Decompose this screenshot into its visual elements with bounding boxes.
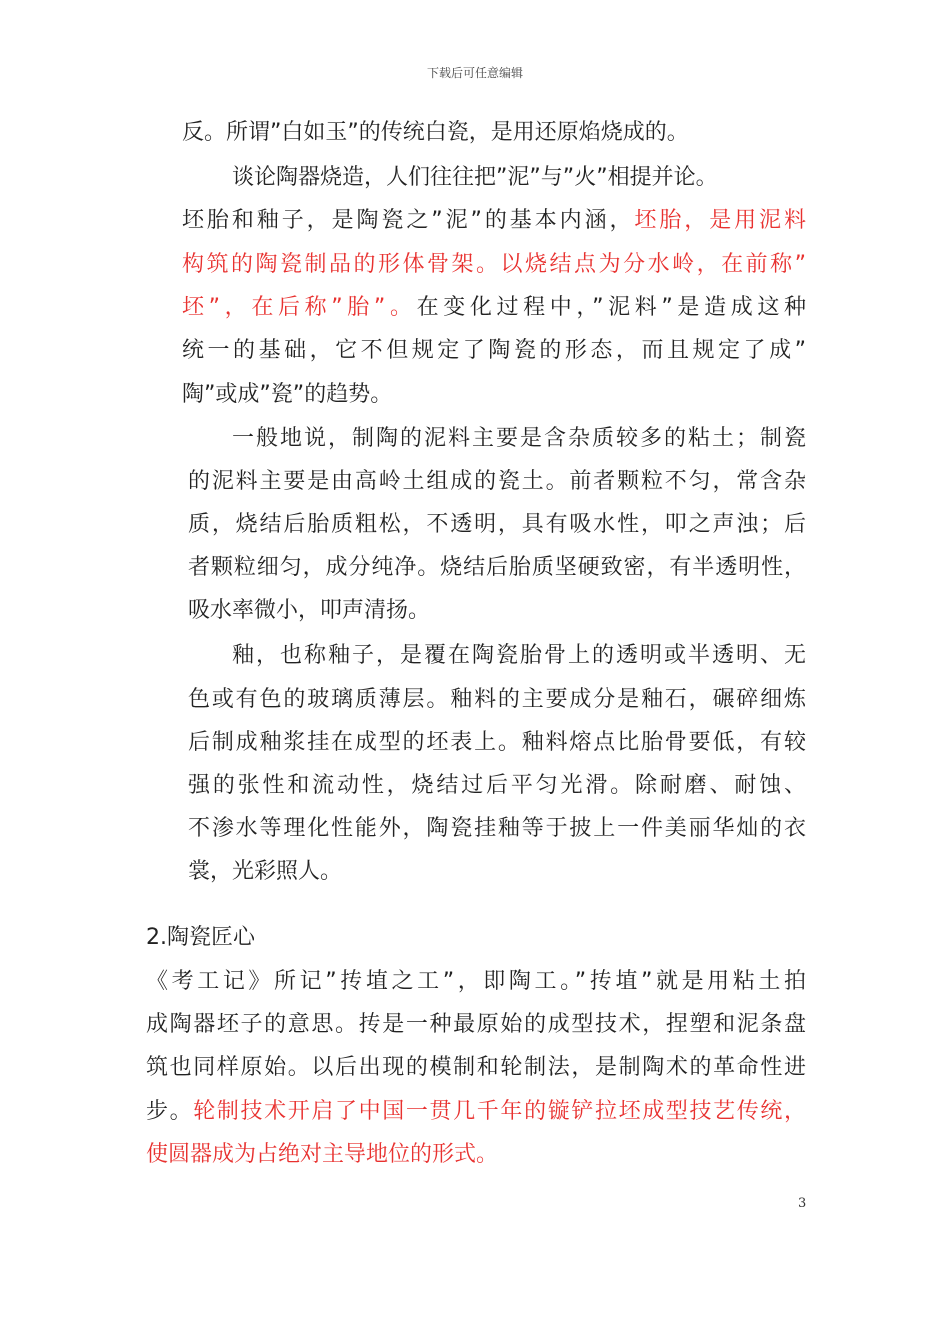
- text-line: [182, 336, 806, 366]
- text-segment: 《考工记》所记”抟埴之工”，即陶工。”抟埴”就是用粘土拍: [146, 969, 806, 994]
- text-segment: 釉，也称釉子，是覆在陶瓷胎骨上的透明或半透明、无: [232, 643, 806, 668]
- text-segment: 统一的基础，它不但规定了陶瓷的形态，而且规定了成”: [182, 338, 806, 363]
- text-line: [182, 250, 806, 280]
- text-line: [146, 923, 255, 953]
- page-number: 3: [798, 1196, 807, 1211]
- highlighted-text: 构筑的陶瓷制品的形体骨架。以烧结点为分水岭，在前称”: [182, 252, 806, 277]
- text-segment: 者颗粒细匀，成分纯净。烧结后胎质坚硬致密，有半透明性，: [188, 555, 806, 580]
- text-segment: 吸水率微小，叩声清扬。: [188, 598, 431, 623]
- page-header: 下载后可任意编辑: [426, 66, 523, 80]
- text-line: [146, 1053, 806, 1083]
- text-segment: 反。所谓”白如玉”的传统白瓷，是用还原焰烧成的。: [182, 120, 689, 145]
- text-line: [182, 380, 392, 410]
- text-line: [146, 1097, 806, 1127]
- text-line: [232, 641, 806, 671]
- text-segment: 质，烧结后胎质粗松，不透明，具有吸水性，叩之声浊；后: [188, 512, 806, 537]
- text-segment: 步。: [146, 1099, 194, 1124]
- text-line: [232, 424, 806, 454]
- text-line: [188, 553, 806, 583]
- text-line: [188, 685, 806, 715]
- highlighted-text: 使圆器成为占绝对主导地位的形式。: [146, 1142, 499, 1167]
- text-segment: 色或有色的玻璃质薄层。釉料的主要成分是釉石，碾碎细炼: [188, 687, 806, 712]
- text-segment: 在变化过程中，”泥料”是造成这种: [416, 295, 806, 320]
- highlighted-text: 坯”，在后称”胎”。: [182, 295, 417, 320]
- text-segment: 成陶器坯子的意思。抟是一种最原始的成型技术，捏塑和泥条盘: [146, 1012, 806, 1037]
- text-segment: 陶”或成”瓷”的趋势。: [182, 382, 393, 407]
- highlighted-text: 坯胎，是用泥料: [634, 208, 806, 233]
- text-segment: 裳，光彩照人。: [188, 859, 343, 884]
- text-line: [188, 814, 806, 844]
- text-segment: 强的张性和流动性，烧结过后平匀光滑。除耐磨、耐蚀、: [188, 773, 806, 798]
- text-line: [182, 206, 806, 236]
- text-segment: 2.陶瓷匠心: [146, 925, 255, 950]
- text-line: [188, 728, 806, 758]
- text-line: [188, 596, 430, 626]
- text-segment: 筑也同样原始。以后出现的模制和轮制法，是制陶术的革命性进: [146, 1055, 806, 1080]
- text-line: [188, 467, 806, 497]
- text-line: [146, 967, 806, 997]
- text-line: [232, 163, 718, 193]
- highlighted-text: 轮制技术开启了中国一贯几千年的镟铲拉坯成型技艺传统，: [193, 1099, 806, 1124]
- text-line: [188, 857, 342, 887]
- text-line: [188, 771, 806, 801]
- text-line: [146, 1010, 806, 1040]
- text-segment: 坯胎和釉子，是陶瓷之”泥”的基本内涵，: [182, 208, 635, 233]
- text-segment: 谈论陶器烧造，人们往往把”泥”与”火”相提并论。: [232, 165, 718, 190]
- text-line: [182, 293, 806, 323]
- text-segment: 不渗水等理化性能外，陶瓷挂釉等于披上一件美丽华灿的衣: [188, 816, 806, 841]
- text-segment: 一般地说，制陶的泥料主要是含杂质较多的粘土；制瓷: [232, 426, 806, 451]
- text-segment: 的泥料主要是由高岭土组成的瓷土。前者颗粒不匀，常含杂: [188, 469, 806, 494]
- text-line: [182, 118, 689, 148]
- text-segment: 后制成釉浆挂在成型的坯表上。釉料熔点比胎骨要低，有较: [188, 730, 806, 755]
- text-line: [146, 1140, 498, 1170]
- text-line: [188, 510, 806, 540]
